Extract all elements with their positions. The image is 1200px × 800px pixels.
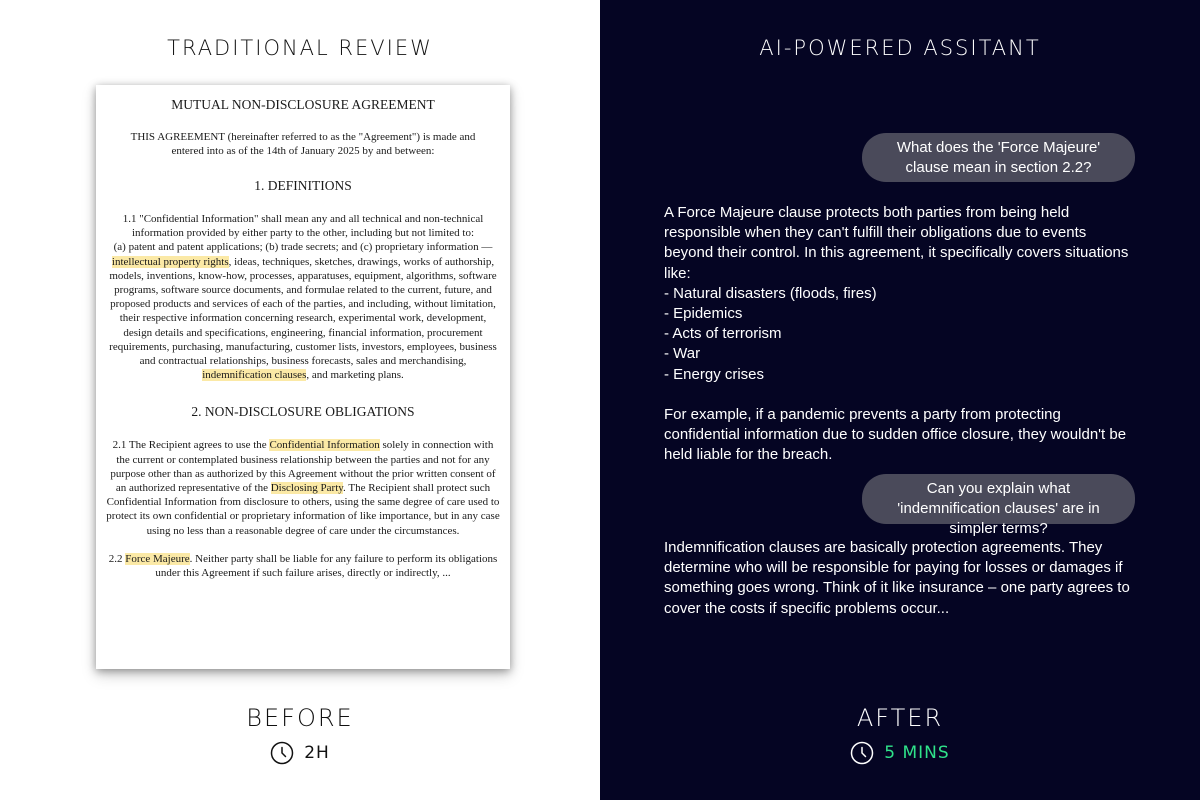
- paragraph-1-1-text: (a) patent and patent applications; (b) trade secrets; and (c) proprietary information —: [113, 241, 493, 254]
- assistant-answer: A Force Majeure clause protects both parties from being held responsible when they can't fulfill their obligations due to events beyond their control. In this agreement, it specifically covers situations like: - Natural disasters (floods, fires) - Epidemics - Acts of terrorism - War - Energy crises For example, if a pandemic prevents a party from protecting confidential information due to sudden office closure, they wouldn't be held liable for the breach.: [664, 204, 1129, 464]
- paragraph-2-1-text: solely in connection with the current or contemplated business relationship between the parties and not for any purpose other than as authorized by this Agreement without the prior written consent of an authorized representative of the: [110, 439, 496, 495]
- document-title: MUTUAL NON-DISCLOSURE AGREEMENT: [171, 97, 435, 112]
- panel-heading-ai: AI-POWERED ASSITANT: [759, 36, 1041, 60]
- highlight-intellectual-property: intellectual property rights: [111, 255, 229, 268]
- panel-heading-traditional: TRADITIONAL REVIEW: [167, 36, 433, 60]
- highlight-indemnification: indemnification clauses: [202, 369, 307, 382]
- paragraph-2-1-text: 2.1 The Recipient agrees to use the: [112, 439, 270, 452]
- highlight-confidential-information: Confidential Information: [269, 439, 380, 452]
- after-time-value: 5 MINS: [884, 743, 950, 763]
- clock-icon: [270, 741, 294, 765]
- assistant-answer: Indemnification clauses are basically protection agreements. They determine who will be responsible for paying for losses or damages if something goes wrong. Think of it like insurance – one party agrees to cover the costs if specific problems occur...: [664, 539, 1130, 617]
- before-time: [0, 740, 600, 766]
- user-question-bubble: What does the 'Force Majeure' clause mean in section 2.2?: [862, 133, 1135, 182]
- section-definitions-title: 1. DEFINITIONS: [254, 178, 352, 193]
- paragraph-2-1: [106, 438, 500, 537]
- paragraph-1-1-text: , ideas, techniques, sketches, drawings, works of authorship, models, inventions, know-how, processes, apparatuses, equipment, algorithms, software programs, software source documents, and formulae related to the current, future, and proposed products and services of each of the parties, and including, without limitation, their respective information concerning research, experimental work, development, design details and specifications, engineering, financial information, procurement requirements, purchasing, manufacturing, customer lists, investors, employees, business and contractual relationships, business forecasts, sales and merchandising,: [109, 255, 497, 368]
- highlight-disclosing-party: Disclosing Party: [270, 482, 344, 495]
- user-question-bubble: Can you explain what 'indemnification clauses' are in simpler terms?: [862, 474, 1135, 524]
- after-time: [600, 740, 1200, 766]
- ai-assistant-panel: [600, 0, 1200, 800]
- paragraph-1-1: [106, 212, 500, 382]
- document-page[interactable]: [96, 85, 510, 669]
- paragraph-2-2-text: . Neither party shall be liable for any failure to perform its obligations under this Agreement if such failure arises, directly or indirectly, ...: [155, 552, 498, 580]
- after-label: AFTER: [856, 704, 944, 732]
- before-time-value: 2H: [304, 743, 330, 763]
- highlight-force-majeure: Force Majeure: [125, 552, 190, 565]
- paragraph-2-1-text: . The Recipient shall protect such Confidential Information from disclosure to others, using the same degree of care used to protect its own confidential or proprietary information of like importance, but in any case using no less than a reasonable degree of care under the circumstances.: [106, 482, 500, 537]
- paragraph-1-1-text: 1.1 "Confidential Information" shall mean any and all technical and non-technical information provided by either party to the other, including but not limited to:: [122, 213, 484, 240]
- document-intro: THIS AGREEMENT (hereinafter referred to as the "Agreement") is made and entered into as of the 14th of January 2025 by and between:: [130, 131, 476, 157]
- before-label: BEFORE: [246, 704, 354, 732]
- paragraph-2-2: [106, 552, 500, 580]
- paragraph-2-2-text: 2.2: [108, 552, 126, 565]
- clock-icon: [850, 741, 874, 765]
- paragraph-1-1-text: , and marketing plans.: [306, 369, 404, 382]
- section-obligations-title: 2. NON-DISCLOSURE OBLIGATIONS: [191, 404, 415, 420]
